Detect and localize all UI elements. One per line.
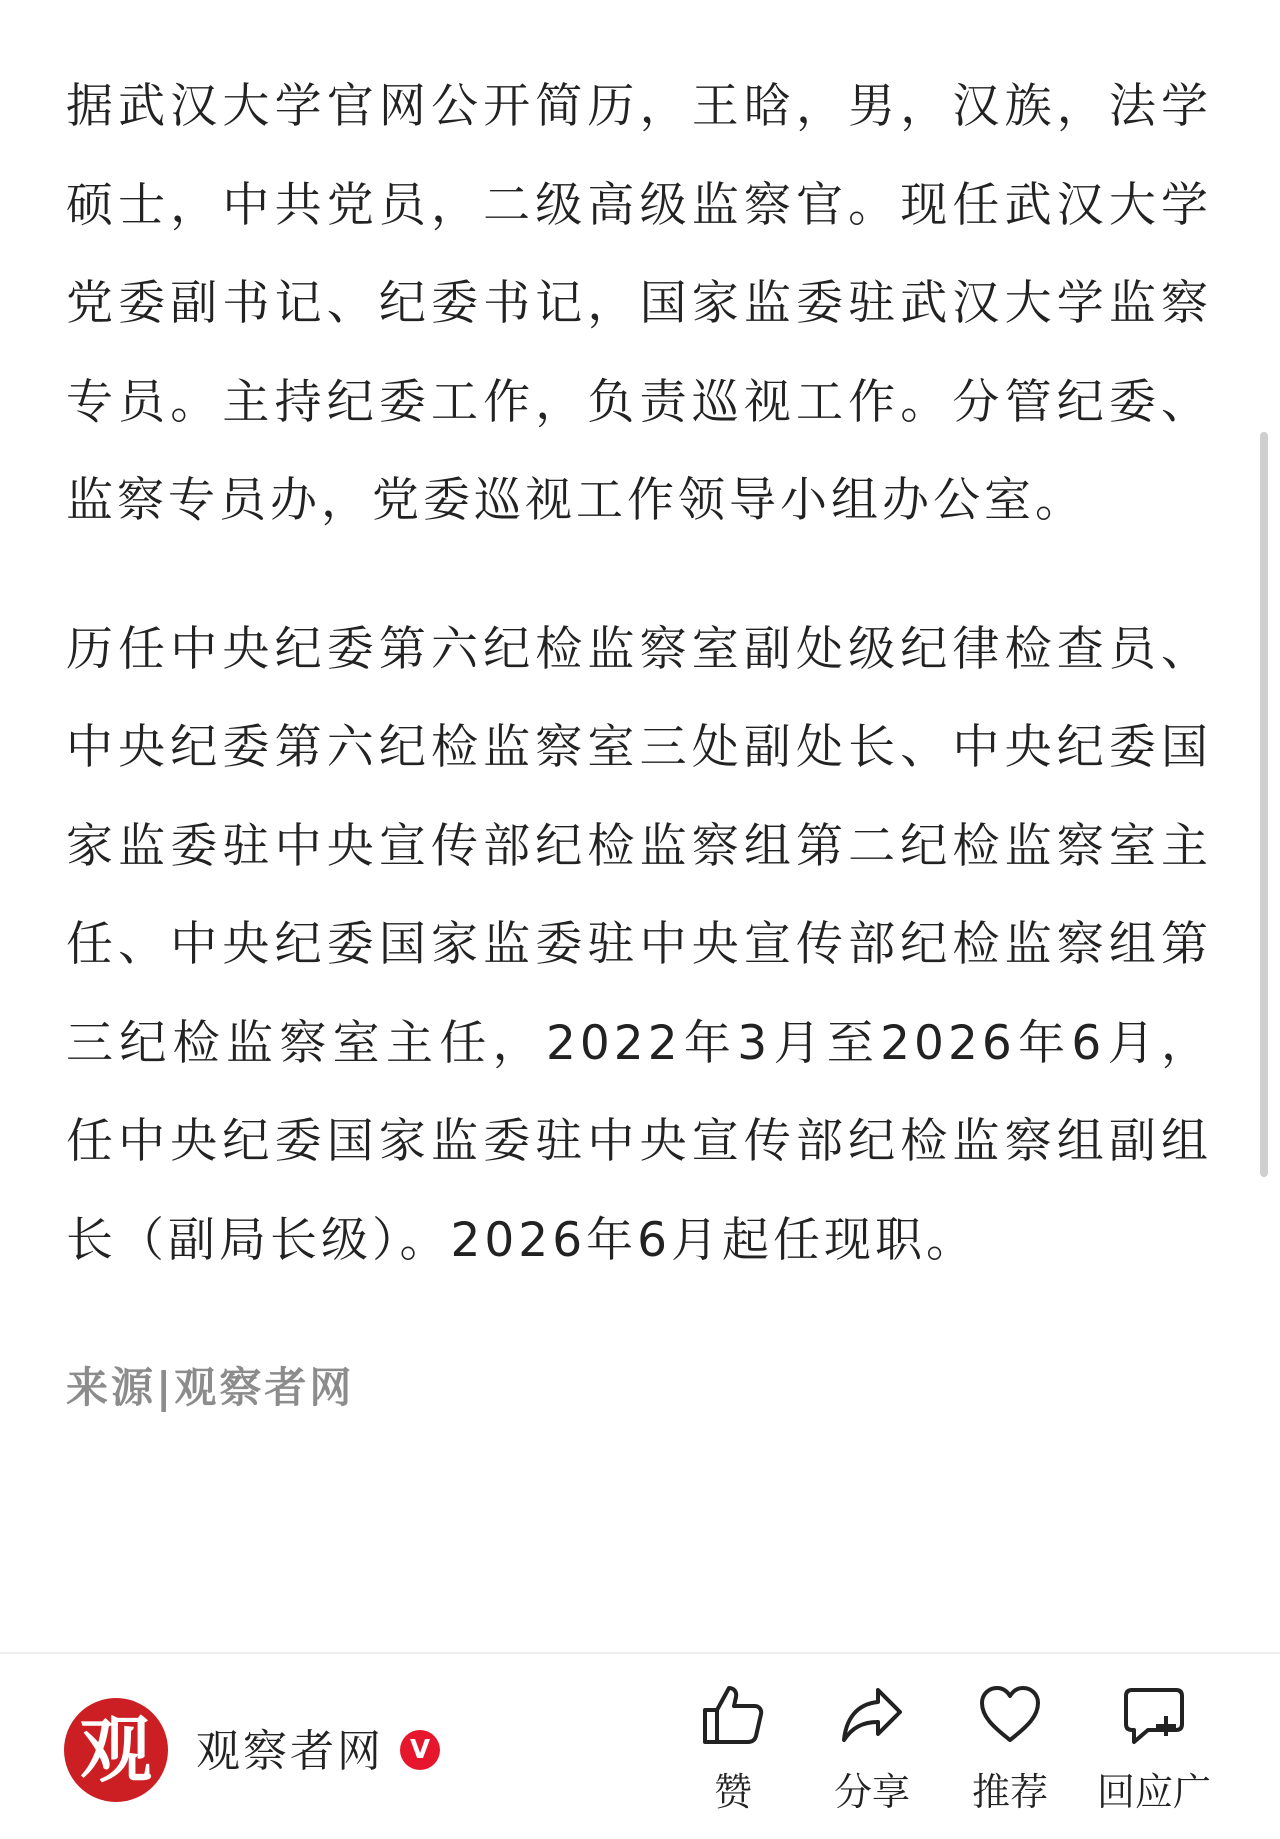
share-button[interactable]	[812, 1684, 932, 1834]
reply-button[interactable]	[1094, 1684, 1214, 1834]
recommend-label: 推荐	[971, 1770, 1048, 1814]
thumbs-up-icon	[701, 1684, 765, 1746]
like-label: 赞	[713, 1770, 752, 1814]
action-footer	[0, 1654, 1280, 1839]
share-arrow-icon	[840, 1684, 904, 1746]
article-body	[66, 58, 1212, 1418]
reply-label: 回应广	[1096, 1770, 1211, 1814]
article-paragraph-1: 据武汉大学官网公开简历，王晗，男，汉族，法学硕士，中共党员，二级高级监察官。现任武汉大学党委副书记、纪委书记，国家监委驻武汉大学监察专员。主持纪委工作，负责巡视工作。分管纪委、监察专员办，党委巡视工作领导小组办公室。	[66, 79, 1212, 528]
account-name[interactable]: 观察者网	[196, 1726, 384, 1777]
recommend-button[interactable]	[950, 1684, 1070, 1834]
like-button[interactable]	[673, 1684, 793, 1834]
comment-plus-icon	[1122, 1684, 1186, 1746]
avatar[interactable]	[64, 1698, 168, 1802]
scrollbar-thumb[interactable]	[1260, 432, 1268, 1177]
verified-badge-icon: V	[400, 1730, 440, 1770]
article-source: 来源|观察者网	[66, 1363, 355, 1412]
heart-icon	[978, 1684, 1042, 1746]
avatar-logo-glyph: 观	[79, 1707, 152, 1792]
article-paragraph-2: 历任中央纪委第六纪检监察室副处级纪律检查员、中央纪委第六纪检监察室三处副处长、中央纪委国家监委驻中央宣传部纪检监察组第二纪检监察室主任、中央纪委国家监委驻中央宣传部纪检监察组第三纪检监察室主任，2022年3月至2026年6月，任中央纪委国家监委驻中央宣传部纪检监察组副组长（副局长级）。2026年6月起任现职。	[66, 621, 1212, 1268]
share-label: 分享	[833, 1770, 910, 1814]
